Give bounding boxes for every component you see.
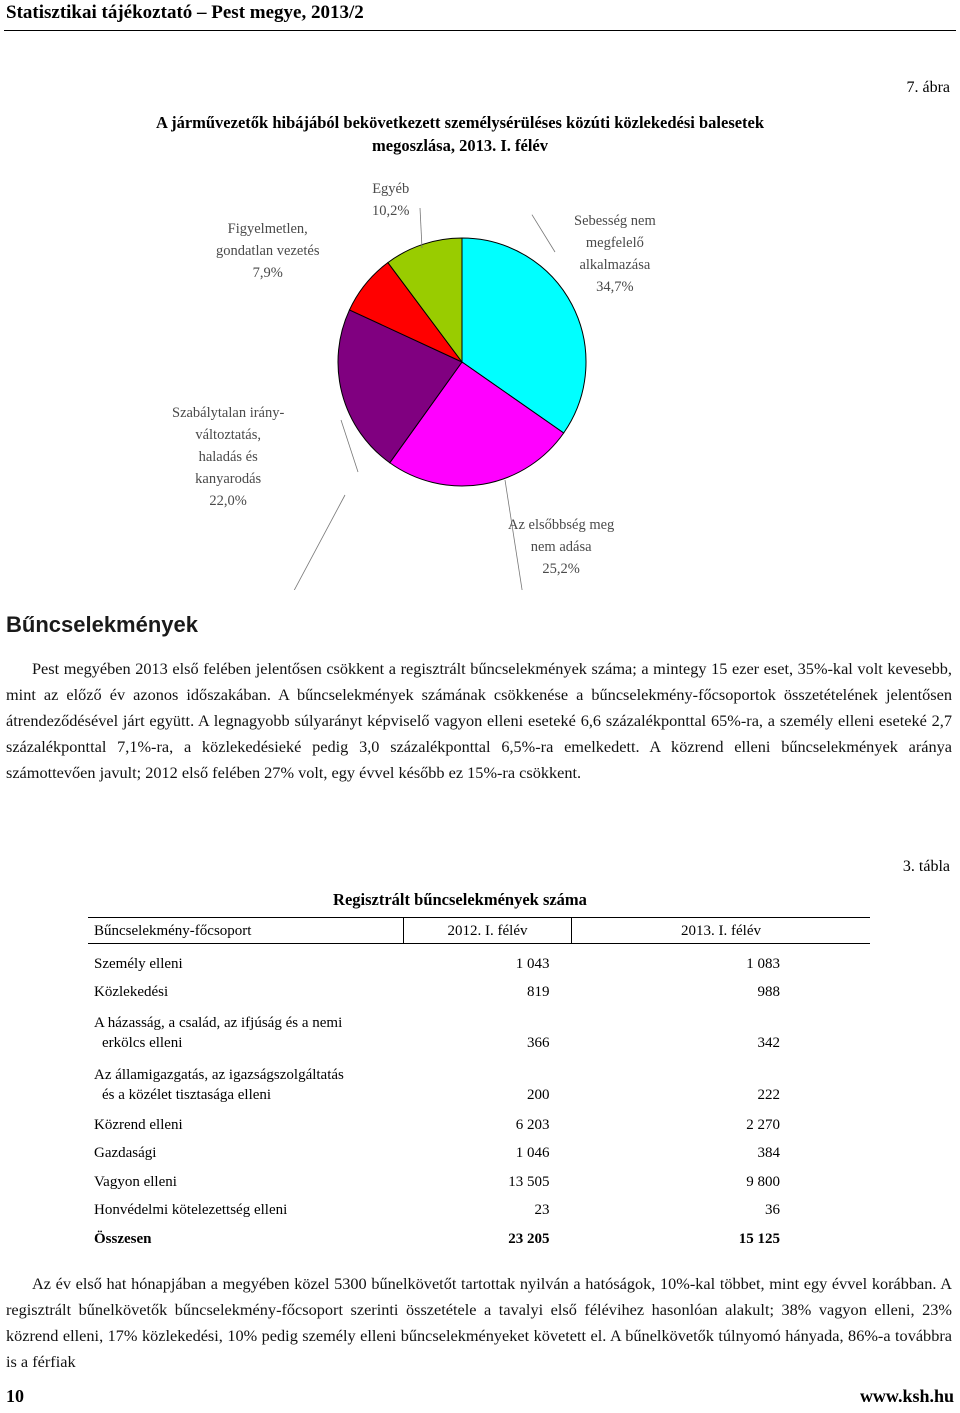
site-link[interactable]: www.ksh.hu (859, 1386, 954, 1406)
row-value-2012: 819 (527, 984, 550, 1000)
crime-table (88, 917, 870, 1248)
table-row (88, 1162, 870, 1191)
row-value-2012: 366 (527, 1035, 550, 1051)
table-row (88, 1105, 870, 1134)
paragraph-2-text: Az év első hat hónapjában a megyében közel 5300 bűnelkövetőt tartottak nyilván a hatóságok, 10%-kal többet, mint egy évvel korábban. A regisztrált bűnelkövetők bűncselekmény-főcsoport szerinti összetétele a tavalyi első félévihez hasonlóan alakult; 38% vagyon elleni, 23% közrend elleni, 17% közlekedési, 10% pedig személy elleni bűncselekményeket követett el. A bűnelkövetők túlnyomó hányada, 86%-a továbbra is a férfiak (6, 1274, 952, 1371)
row-label: Vagyon elleni (94, 1173, 177, 1190)
table-total-row (88, 1219, 870, 1248)
row-value-2013: 36 (765, 1202, 780, 1218)
leader-line-speed (532, 215, 555, 252)
pie-label-line: 25,2% (542, 561, 580, 577)
figure-title (60, 111, 860, 157)
row-label (88, 1001, 404, 1053)
table-number: 3. tábla (902, 858, 950, 875)
row-value-2012: 13 505 (508, 1173, 550, 1190)
table-header-category: Bűncselekmény-főcsoport (88, 918, 404, 944)
row-value-2012: 200 (527, 1087, 550, 1103)
pie-label-line: változtatás, (195, 427, 261, 443)
table-row (88, 1001, 870, 1053)
figure-title-line1: A járművezetők hibájából bekövetkezett személysérüléses közúti közlekedési balesetek (155, 113, 765, 132)
row-value-2012: 1 043 (515, 955, 550, 972)
leader-line-careless (341, 420, 358, 472)
pie-label-careless (216, 218, 319, 284)
pie-label-line: Szabálytalan irány- (172, 405, 285, 421)
pie-label-lane-change (172, 402, 284, 512)
pie-label-line: kanyarodás (195, 471, 262, 487)
page-number: 10 (6, 1386, 24, 1406)
row-value-2013: 222 (757, 1087, 780, 1103)
row-label-line1: Az államigazgatás, az igazságszolgáltatás (94, 1067, 344, 1083)
row-label (88, 1053, 404, 1105)
row-value-2012: 23 (534, 1202, 550, 1218)
row-label: Személy elleni (94, 955, 183, 972)
row-label-line1: A házasság, a család, az ifjúság és a nemi (94, 1015, 343, 1031)
row-value-2013: 15 125 (738, 1230, 780, 1247)
page-header (4, 0, 954, 30)
pie-label-line: gondatlan vezetés (216, 243, 320, 259)
row-value-2013: 384 (757, 1145, 780, 1161)
row-value-2013: 342 (757, 1035, 780, 1051)
row-label-line2: és a közélet tisztasága elleni (102, 1087, 272, 1103)
pie-label-line: nem adása (530, 539, 592, 555)
row-value-2013: 988 (757, 984, 780, 1000)
row-label: Közlekedési (94, 984, 169, 1000)
header-rule (4, 30, 956, 31)
figure-title-line2: megoszlása, 2013. I. félév (372, 136, 548, 155)
leader-line-other (420, 208, 422, 248)
table-row (88, 1134, 870, 1163)
pie-chart (0, 160, 960, 590)
pie-label-line: 10,2% (372, 203, 410, 219)
pie-label-line: 7,9% (252, 265, 283, 281)
row-value-2012: 1 046 (515, 1145, 550, 1161)
row-value-2013: 2 270 (746, 1116, 780, 1133)
section-heading: Bűncselekmények (6, 612, 198, 637)
row-value-2013: 1 083 (746, 955, 780, 972)
row-value-2013: 9 800 (746, 1173, 780, 1190)
pie-label-priority (508, 514, 614, 580)
table-title: Regisztrált bűncselekmények száma (333, 890, 587, 909)
table-header-row (88, 918, 870, 944)
pie-label-line: 34,7% (596, 279, 634, 295)
pie-label-line: Figyelmetlen, (227, 221, 308, 237)
row-label: Honvédelmi kötelezettség elleni (94, 1202, 288, 1218)
row-label: Összesen (94, 1230, 152, 1247)
paragraph-1-text: Pest megyében 2013 első felében jelentősen csökkent a regisztrált bűncselekmények száma; a mintegy 15 ezer eset, 35%-kal volt kevesebb, mint az előző év azonos időszakában. A bűncselekmények számának csökkenése a bűncselekmény-főcsoportok összetételének jelentősen átrendeződésével járt együtt. A legnagyobb súlyarányt képviselő vagyon elleni eseteké 6,6 százalékponttal 65%-ra, a személy elleni eseteké 2,7 százalékponttal 7,1%-ra, a közlekedésieké pedig 3,0 százalékponttal 6,5%-ra emelkedett. A közrend elleni bűncselekmények aránya számottevően javult; 2012 első felében 27% volt, egy évvel később ez 15%-ra csökkent. (6, 659, 952, 782)
pie-chart-area (0, 160, 960, 590)
pie-label-line: 22,0% (209, 493, 247, 509)
header-title: Statisztikai tájékoztató – Pest megye, 2013/2 (6, 2, 364, 23)
paragraph-1 (6, 656, 952, 786)
table-row (88, 944, 870, 973)
pie-label-line: Sebesség nem (574, 213, 656, 229)
table-row (88, 1191, 870, 1220)
table-row (88, 973, 870, 1002)
pie-label-line: megfelelő (585, 235, 644, 251)
table-header-2013: 2013. I. félév (572, 918, 871, 944)
pie-label-line: alkalmazása (579, 257, 651, 273)
pie-label-other (372, 178, 409, 222)
pie-label-speed (574, 210, 656, 298)
row-value-2012: 23 205 (508, 1230, 550, 1247)
pie-label-line: Egyéb (372, 181, 410, 197)
pie-label-line: haladás és (198, 449, 258, 465)
paragraph-2 (6, 1271, 952, 1375)
row-label: Gazdasági (94, 1145, 157, 1161)
table-header-2012: 2012. I. félév (404, 918, 572, 944)
row-label: Közrend elleni (94, 1116, 183, 1133)
row-value-2012: 6 203 (515, 1116, 550, 1133)
pie-label-line: Az elsőbbség meg (508, 517, 615, 533)
table-row (88, 1053, 870, 1105)
figure-number: 7. ábra (906, 79, 950, 96)
row-label-line2: erkölcs elleni (102, 1035, 183, 1051)
